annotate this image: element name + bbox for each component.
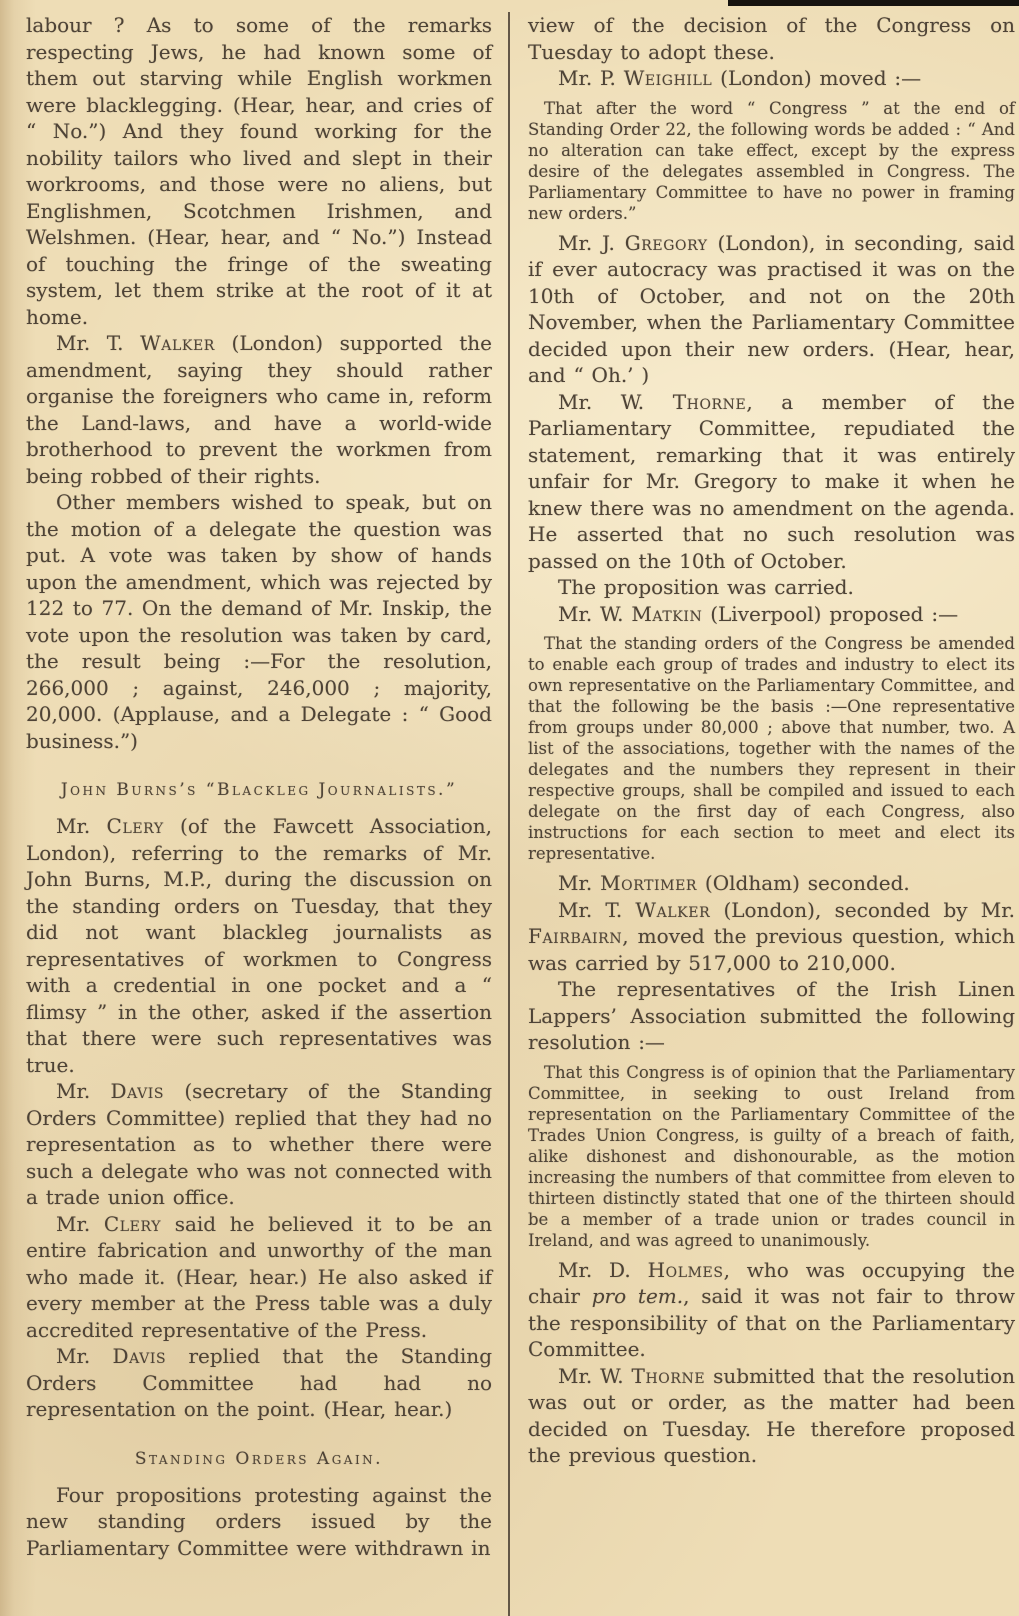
latin-phrase: pro tem. (591, 1284, 684, 1308)
paragraph: Mr. W. Thorne, a member of the Parliamentary Committee, repudiated the statement, remarking that it was entirely unfair for Mr. Gregory to make it when he knew there was no amendment on the agenda. He asserted that no such resolution was passed on the 10th of October. (528, 389, 1015, 573)
person-name: Clery (106, 814, 164, 838)
resolution-small-print: That this Congress is of opinion that the Parliamentary Committee, in seeking to oust Ireland from representation on the Parliamentary Committee of the Trades Union Congress, is guilty of a breach of faith, alike dishonest and dishonourable, as the motion increasing the numbers of that committee from eleven to thirteen distinctly stated that one of the thirteen should be a member of a trade union or trades council in Ireland, and was agreed to unanimously. (528, 1062, 1015, 1250)
paragraph: Mr. Davis (secretary of the Standing Orders Committee) replied that they had no representation as to whether there were such a delegate who was not connected with a trade union office. (26, 1079, 492, 1209)
column-right (510, 12, 1015, 1616)
section-heading: John Burns’s “Blackleg Journalists.” (60, 780, 458, 800)
section-heading: Standing Orders Again. (134, 1448, 384, 1469)
resolution-small-print: That after the word “ Congress ” at the end of Standing Order 22, the following words be added : “ And no alteration can take effect, except by the express desire of the delegates assembled in Congress. The Parliamentary Committee to have no power in framing new orders.” (528, 98, 1015, 223)
paragraph: The representatives of the Irish Linen Lappers’ Association submitted the following resolution :— (528, 977, 1015, 1054)
paragraph: view of the decision of the Congress on Tuesday to adopt these. (528, 13, 1015, 64)
person-name: Clery (103, 1211, 162, 1236)
column-divider-rule (508, 12, 510, 1616)
paragraph: The proposition was carried. (558, 575, 854, 599)
person-name: Davis (112, 1344, 167, 1368)
scan-edge-artifact (728, 0, 1019, 6)
paragraph: Mr. P. Weighill (London) moved :— (558, 66, 922, 90)
paragraph: Mr. W. Matkin (Liverpool) proposed :— (558, 601, 959, 626)
person-name: Walker (140, 331, 215, 355)
person-name: Mortimer (600, 871, 698, 895)
person-name: Matkin (631, 601, 703, 626)
person-name: Gregory (624, 230, 708, 255)
paragraph: Mr. W. Thorne submitted that the resolution was out or order, as the matter had been decided on Tuesday. He therefore proposed the previous question. (528, 1363, 1015, 1467)
person-name: Davis (110, 1079, 165, 1103)
person-name: Weighill (623, 66, 713, 90)
paragraph: labour ? As to some of the remarks respecting Jews, he had known some of them out starving while English workmen were blacklegging. (Hear, hear, and cries of “ No.”) And they found working for the nobility tailors who lived and slept in their workrooms, and those were no aliens, but Englishmen, Scotchmen Irishmen, and Welshmen. (Hear, hear, and “ No.”) Instead of touching the fringe of the sweating system, let them strike at the root of it at home. (26, 13, 492, 329)
paragraph: Mr. Mortimer (Oldham) seconded. (558, 871, 910, 895)
paragraph: Mr. Clery (of the Fawcett Association, London), referring to the remarks of Mr. John Burns, M.P., during the discussion on the standing orders on Tuesday, that they did not want blackleg journalists as representatives of workmen to Congress with a credential in one pocket and a “ flimsy ” in the other, asked if the assertion that there were such representatives was true. (26, 814, 492, 1077)
person-name: Holmes (647, 1257, 724, 1282)
person-name: Walker (635, 897, 711, 922)
paragraph: Mr. D. Holmes, who was occupying the chair pro tem., said it was not fair to throw the responsibility of that on the Parliamentary Committee. (528, 1257, 1015, 1361)
person-name: Fairbairn (528, 924, 623, 948)
paragraph: Mr. T. Walker (London), seconded by Mr. Fairbairn, moved the previous question, which was carried by 517,000 to 210,000. (528, 897, 1015, 975)
paragraph: Mr. Davis replied that the Standing Orders Committee had had no representation on the point. (Hear, hear.) (26, 1344, 492, 1421)
person-name: Thorne (631, 1363, 706, 1388)
paragraph: Mr. T. Walker (London) supported the amendment, saying they should rather organise the foreigners who came in, reform the Land-laws, and have a world-wide brotherhood to prevent the workmen from being robbed of their rights. (26, 331, 493, 488)
resolution-small-print: That the standing orders of the Congress be amended to enable each group of trades and industry to elect its own representative on the Parliamentary Committee, and that the following be the basis :—One representative from groups under 80,000 ; above that number, two. A list of the associations, together with the names of the delegates and the numbers they represent in their respective groups, shall be compiled and issued to each delegate on the first day of each Congress, also instructions for each section to meet and elect its representative. (528, 634, 1015, 863)
paragraph: Mr. Clery said he believed it to be an entire fabrication and unworthy of the man who made it. (Hear, hear.) He also asked if every member at the Press table was a duly accredited representative of the Press. (26, 1211, 492, 1342)
paragraph: Mr. J. Gregory (London), in seconding, said if ever autocracy was practised it was on the 10th of October, and not on the 20th November, when the Parliamentary Committee decided upon their new orders. (Hear, hear, and “ Oh.’ ) (528, 230, 1015, 387)
person-name: Thorne (672, 389, 747, 414)
paragraph: Other members wished to speak, but on the motion of a delegate the question was put. A vote was taken by show of hands upon the amendment, which was rejected by 122 to 77. On the demand of Mr. Inskip, the vote upon the resolution was taken by card, the result being :—For the resolution, 266,000 ; against, 246,000 ; majority, 20,000. (Applause, and a Delegate : “ Good business.”) (26, 490, 492, 753)
column-left (26, 12, 492, 1616)
paragraph: Four propositions protesting against the new standing orders issued by the Parliamentary Committee were withdrawn in (26, 1482, 492, 1560)
